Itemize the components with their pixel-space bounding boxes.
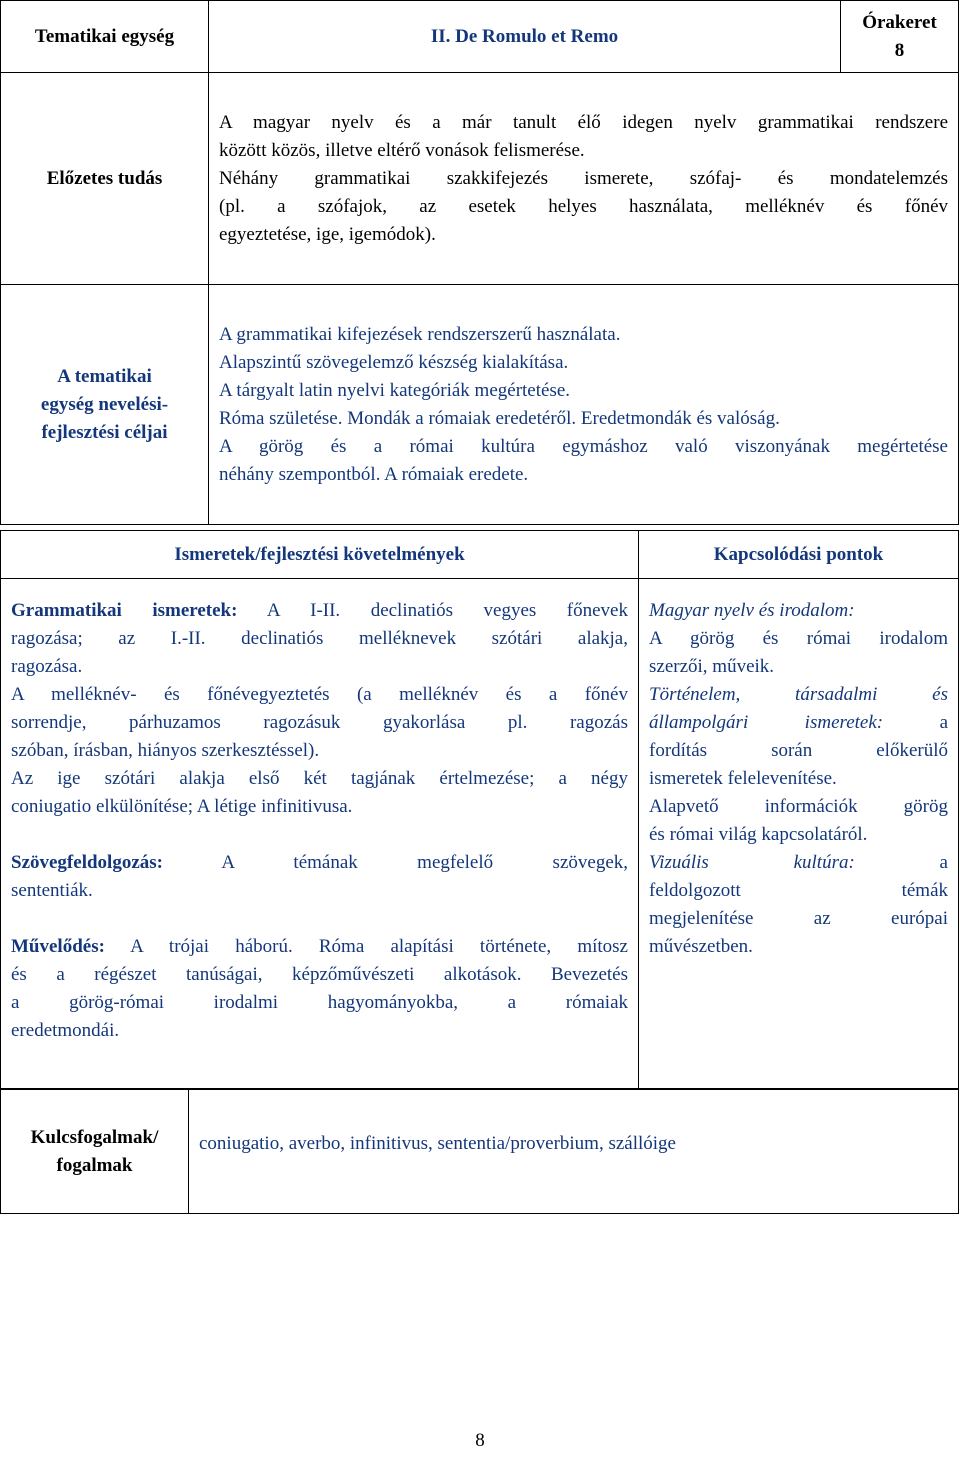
prior-line: egyeztetése, ige, igemódok). (219, 224, 436, 245)
goal-line: A grammatikai kifejezések rendszerszerű használata. (219, 323, 621, 345)
goals-label-line: fejlesztési céljai (41, 421, 168, 443)
text-first: A témának megfelelő szövegek, (162, 852, 628, 873)
unit-title: II. De Romulo et Remo (209, 1, 841, 73)
link-title-line (649, 849, 948, 877)
culture-line: és a régészet tanúságai, képzőművészeti alkotások. Bevezetés (11, 964, 628, 985)
culture-first-line (11, 933, 628, 961)
culture-first: A trójai háború. Róma alapítási története, mítosz (104, 936, 628, 957)
goals-label-line: A tematikai (57, 365, 152, 387)
links-header: Kapcsolódási pontok (639, 531, 959, 579)
prior-knowledge-label: Előzetes tudás (1, 73, 209, 285)
link-title: Magyar nyelv és irodalom: (649, 600, 855, 621)
link-title: állampolgári ismeretek: (649, 712, 884, 733)
culture-line: a görög-római irodalmi hagyományokba, a rómaiak (11, 992, 628, 1013)
link-tail: a (883, 712, 948, 733)
requirements-content (1, 579, 639, 1089)
goal-line: A görög és a római kultúra egymáshoz való viszonyának megértetése (219, 435, 948, 457)
grammar-line: sorrendje, párhuzamos ragozásuk gyakorlása pl. ragozás (11, 712, 628, 733)
keywords-table (0, 1089, 959, 1214)
link-line: A görög és római irodalom (649, 628, 948, 649)
text-first-line (11, 849, 628, 877)
grammar-first-line (11, 597, 628, 625)
hours-cell (841, 1, 959, 73)
text-line: sententiák. (11, 880, 93, 901)
link-line: művészetben. (649, 936, 753, 957)
hours-value: 8 (894, 39, 905, 61)
link-line: szerzői, műveik. (649, 656, 775, 677)
grammar-first: A I-II. declinatiós vegyes főnevek (237, 600, 628, 621)
link-tail: a (854, 852, 948, 873)
goals-label-line: egység nevelési- (40, 393, 169, 415)
grammar-label: Grammatikai ismeretek: (11, 600, 238, 621)
grammar-line: ragozása. (11, 656, 83, 677)
keywords-value: coniugatio, averbo, infinitivus, sententia/proverbium, szállóige (189, 1090, 959, 1214)
page-number: 8 (475, 1430, 485, 1451)
link-line: feldolgozott témák (649, 880, 948, 901)
prior-line: között közös, illetve eltérő vonások felismerése. (219, 140, 585, 161)
grammar-line: szóban, írásban, hiányos szerkesztéssel). (11, 740, 320, 761)
culture-label: Művelődés: (11, 936, 105, 957)
link-line: Alapvető információk görög (649, 796, 948, 817)
unit-label: Tematikai egység (1, 1, 209, 73)
link-line: ismeretek felelevenítése. (649, 768, 837, 789)
culture-line: eredetmondái. (11, 1020, 120, 1041)
requirements-table (0, 530, 959, 1089)
goal-line: A tárgyalt latin nyelvi kategóriák megértetése. (219, 379, 571, 401)
prior-knowledge-content (209, 73, 959, 285)
link-title: Történelem, társadalmi és (649, 684, 948, 705)
link-line: megjelenítése az európai (649, 908, 948, 929)
grammar-line: Az ige szótári alakja első két tagjának értelmezése; a négy (11, 768, 628, 789)
prior-line: A magyar nyelv és a már tanult élő idegen nyelv grammatikai rendszere (219, 112, 948, 133)
unit-header-table (0, 0, 959, 525)
grammar-line: A melléknév- és főnévegyeztetés (a melléknév és a főnév (11, 684, 628, 705)
prior-line: (pl. a szófajok, az esetek helyes használata, melléknév és főnév (219, 196, 948, 217)
keywords-label-line: fogalmak (56, 1154, 133, 1176)
link-title: Vizuális kultúra: (649, 852, 855, 873)
goal-line: Róma születése. Mondák a rómaiak eredetéről. Eredetmondák és valóság. (219, 407, 780, 429)
requirements-header: Ismeretek/fejlesztési követelmények (1, 531, 639, 579)
keywords-label-line: Kulcsfogalmak/ (30, 1126, 159, 1148)
grammar-line: ragozása; az I.-II. declinatiós melléknevek szótári alakja, (11, 628, 628, 649)
text-processing-label: Szövegfeldolgozás: (11, 852, 163, 873)
link-line: fordítás során előkerülő (649, 740, 948, 761)
goals-content (209, 285, 959, 525)
keywords-label (1, 1090, 189, 1214)
goal-line: Alapszintű szövegelemző készség kialakítása. (219, 351, 569, 373)
goal-line: néhány szempontból. A rómaiak eredete. (219, 463, 529, 485)
link-title-line (649, 709, 948, 737)
link-line: és római világ kapcsolatáról. (649, 824, 868, 845)
hours-label: Órakeret (862, 11, 937, 33)
links-content (639, 579, 959, 1089)
prior-line: Néhány grammatikai szakkifejezés ismerete, szófaj- és mondatelemzés (219, 168, 948, 189)
grammar-line: coniugatio elkülönítése; A létige infinitivusa. (11, 796, 353, 817)
goals-label (1, 285, 209, 525)
